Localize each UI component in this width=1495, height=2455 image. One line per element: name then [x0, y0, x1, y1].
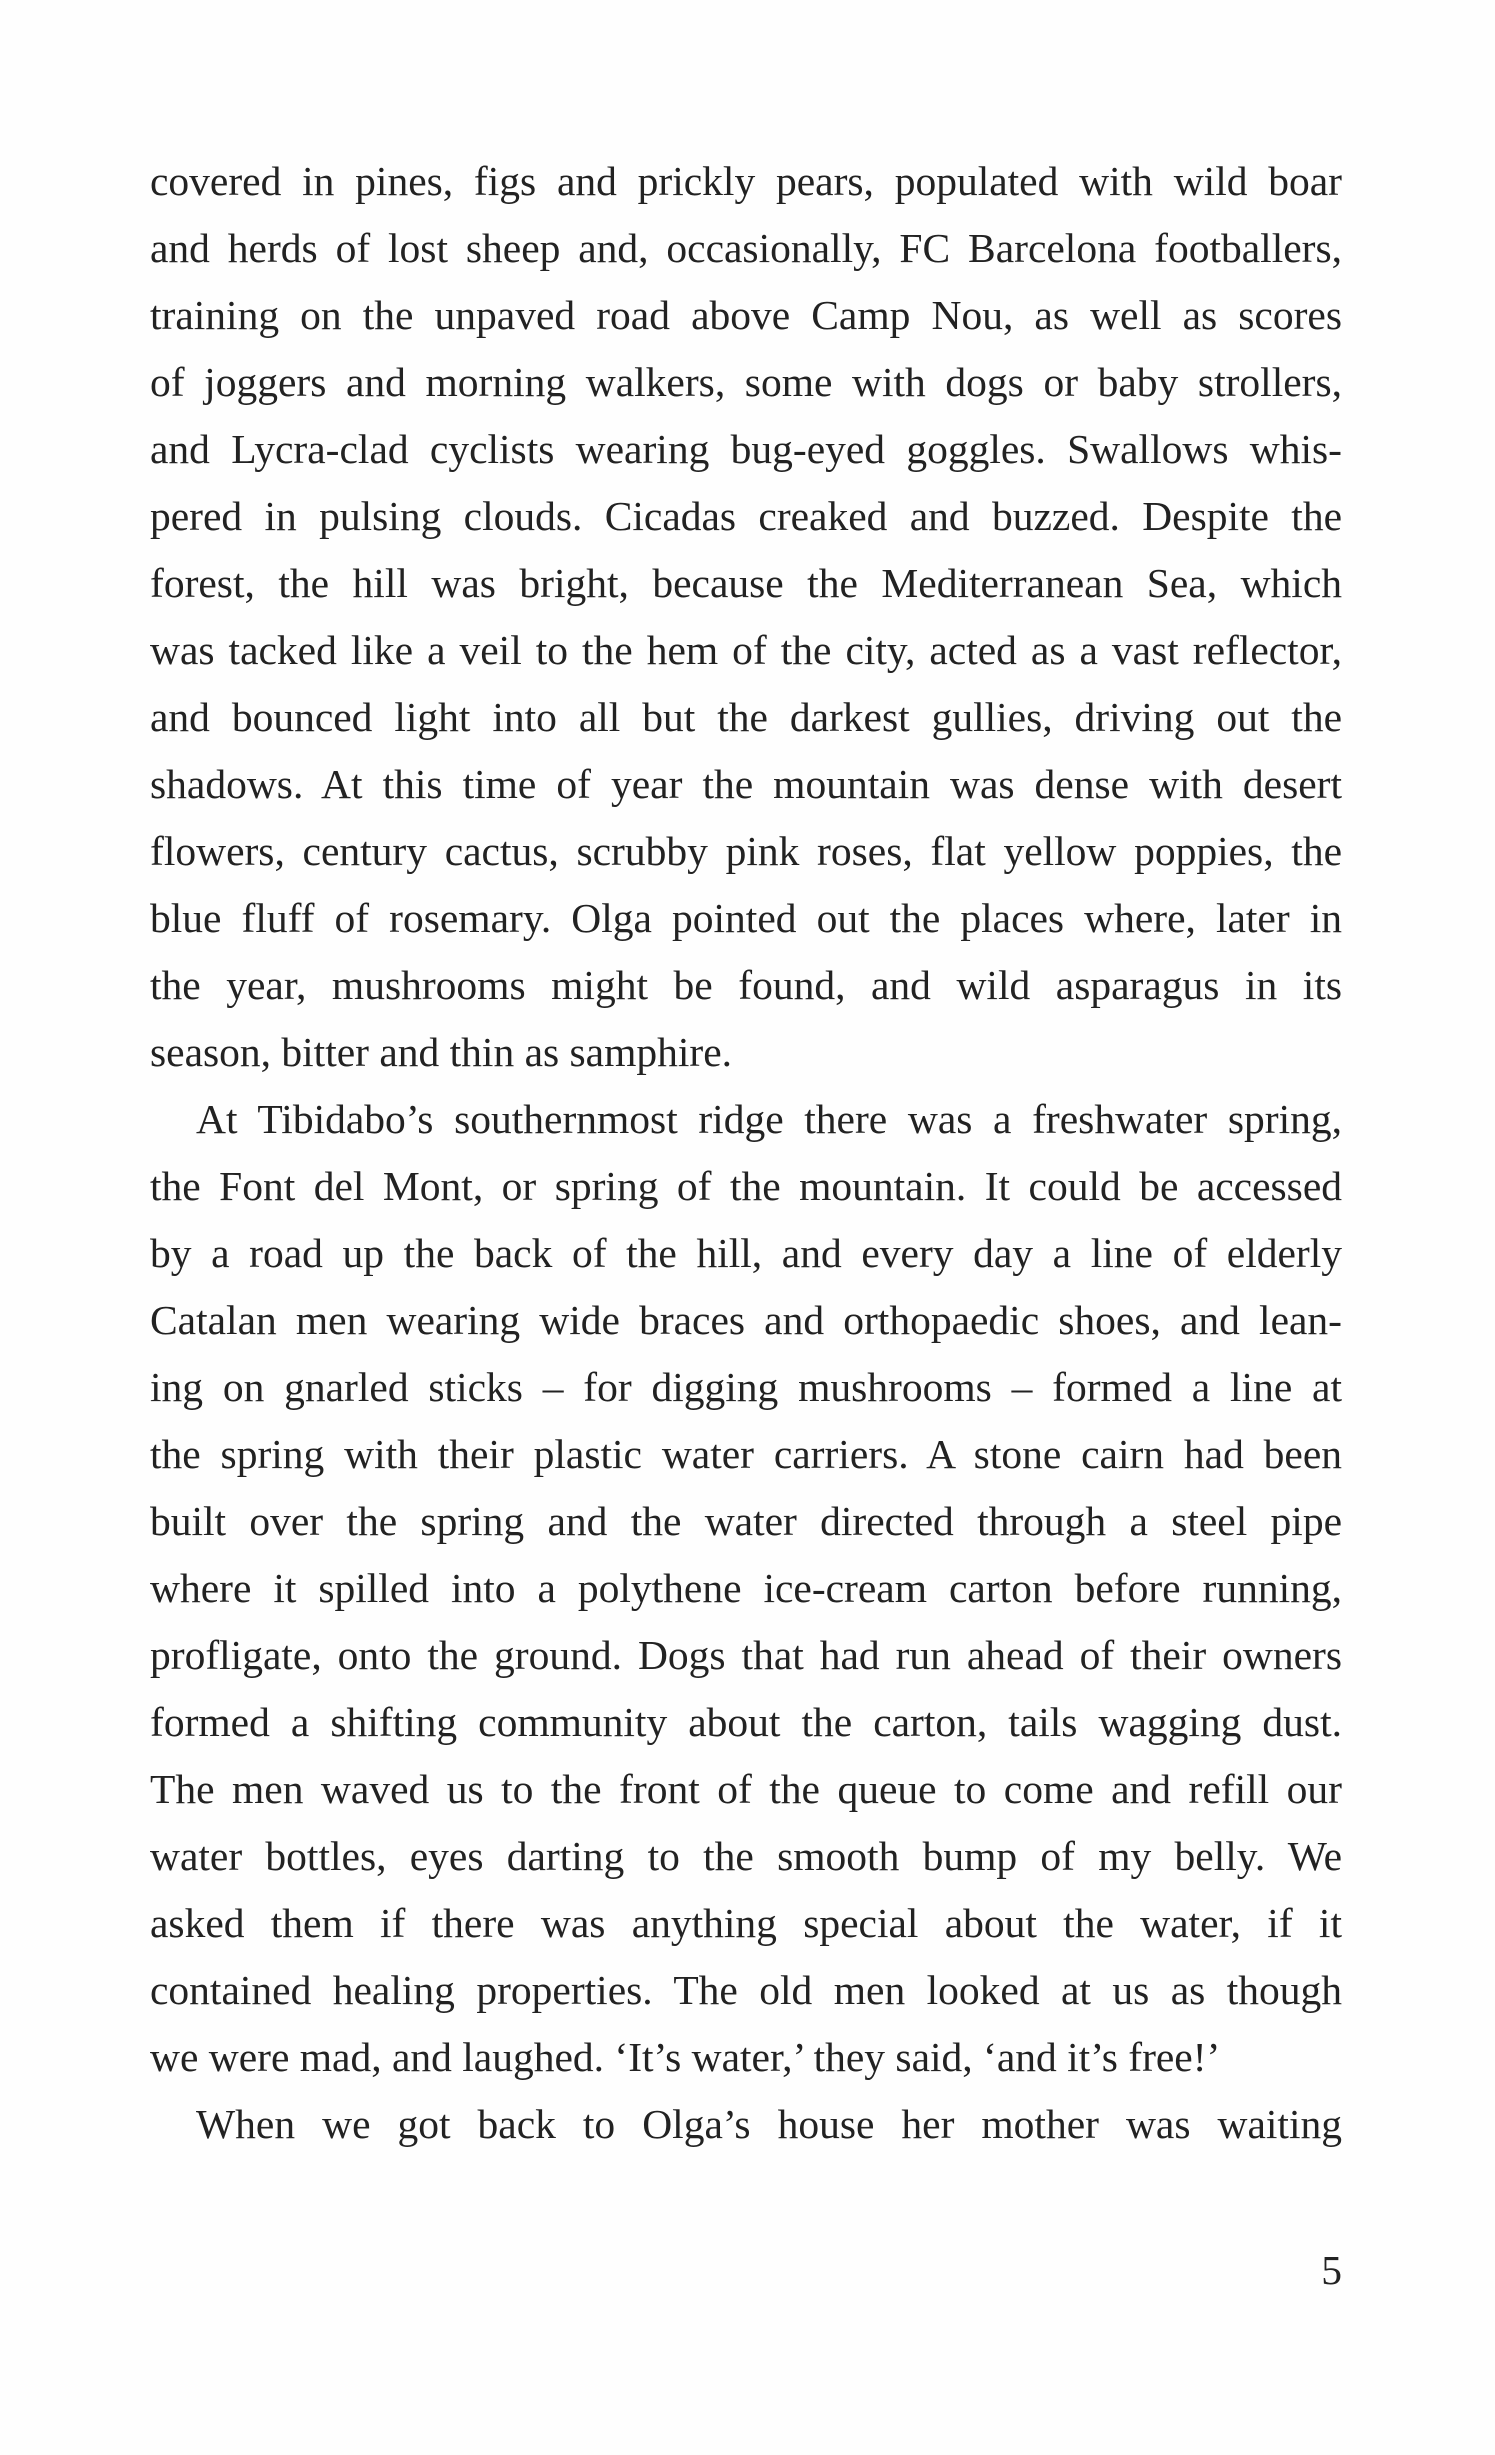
- text-line: formed a shifting community about the carton, tails wagging dust.: [150, 1699, 1342, 1745]
- text-line: covered in pines, figs and prickly pears, populated with wild boar: [150, 158, 1342, 204]
- text-line: blue fluff of rosemary. Olga pointed out the places where, later in: [150, 895, 1342, 941]
- text-line: the spring with their plastic water carriers. A stone cairn had been: [150, 1431, 1342, 1477]
- text-line: shadows. At this time of year the mountain was dense with desert: [150, 761, 1342, 807]
- text-line: we were mad, and laughed. ‘It’s water,’ they said, ‘and it’s free!’: [150, 2034, 1221, 2080]
- text-line: At Tibidabo’s southernmost ridge there was a freshwater spring,: [196, 1096, 1342, 1142]
- page-number: 5: [1321, 2247, 1342, 2293]
- text-line: was tacked like a veil to the hem of the city, acted as a vast reflector,: [150, 627, 1342, 673]
- text-line: ing on gnarled sticks – for digging mushrooms – formed a line at: [150, 1364, 1342, 1410]
- text-line: by a road up the back of the hill, and every day a line of elderly: [150, 1230, 1342, 1276]
- text-line: and Lycra-clad cyclists wearing bug-eyed goggles. Swallows whis-: [150, 426, 1342, 472]
- text-line: contained healing properties. The old men looked at us as though: [150, 1967, 1342, 2013]
- text-line: training on the unpaved road above Camp Nou, as well as scores: [150, 292, 1342, 338]
- text-line: Catalan men wearing wide braces and orthopaedic shoes, and lean-: [150, 1297, 1342, 1343]
- text-line: and bounced light into all but the darkest gullies, driving out the: [150, 694, 1342, 740]
- text-line: built over the spring and the water directed through a steel pipe: [150, 1498, 1342, 1544]
- text-line: of joggers and morning walkers, some with dogs or baby strollers,: [150, 359, 1342, 405]
- text-line: When we got back to Olga’s house her mother was waiting: [196, 2101, 1342, 2147]
- text-line: season, bitter and thin as samphire.: [150, 1029, 733, 1075]
- text-line: where it spilled into a polythene ice-cream carton before running,: [150, 1565, 1342, 1611]
- paragraph: [150, 2091, 1342, 2158]
- text-line: forest, the hill was bright, because the Mediterranean Sea, which: [150, 560, 1342, 606]
- paragraph: [150, 1086, 1342, 2091]
- text-line: the Font del Mont, or spring of the mountain. It could be accessed: [150, 1163, 1342, 1209]
- text-line: The men waved us to the front of the queue to come and refill our: [150, 1766, 1342, 1812]
- text-line: asked them if there was anything special about the water, if it: [150, 1900, 1342, 1946]
- text-line: the year, mushrooms might be found, and wild asparagus in its: [150, 962, 1342, 1008]
- text-line: and herds of lost sheep and, occasionally, FC Barcelona footballers,: [150, 225, 1342, 271]
- text-line: profligate, onto the ground. Dogs that had run ahead of their owners: [150, 1632, 1342, 1678]
- text-line: water bottles, eyes darting to the smooth bump of my belly. We: [150, 1833, 1342, 1879]
- paragraph: [150, 148, 1342, 1086]
- body-text: [150, 148, 1342, 2158]
- text-line: pered in pulsing clouds. Cicadas creaked and buzzed. Despite the: [150, 493, 1342, 539]
- text-line: flowers, century cactus, scrubby pink roses, flat yellow poppies, the: [150, 828, 1342, 874]
